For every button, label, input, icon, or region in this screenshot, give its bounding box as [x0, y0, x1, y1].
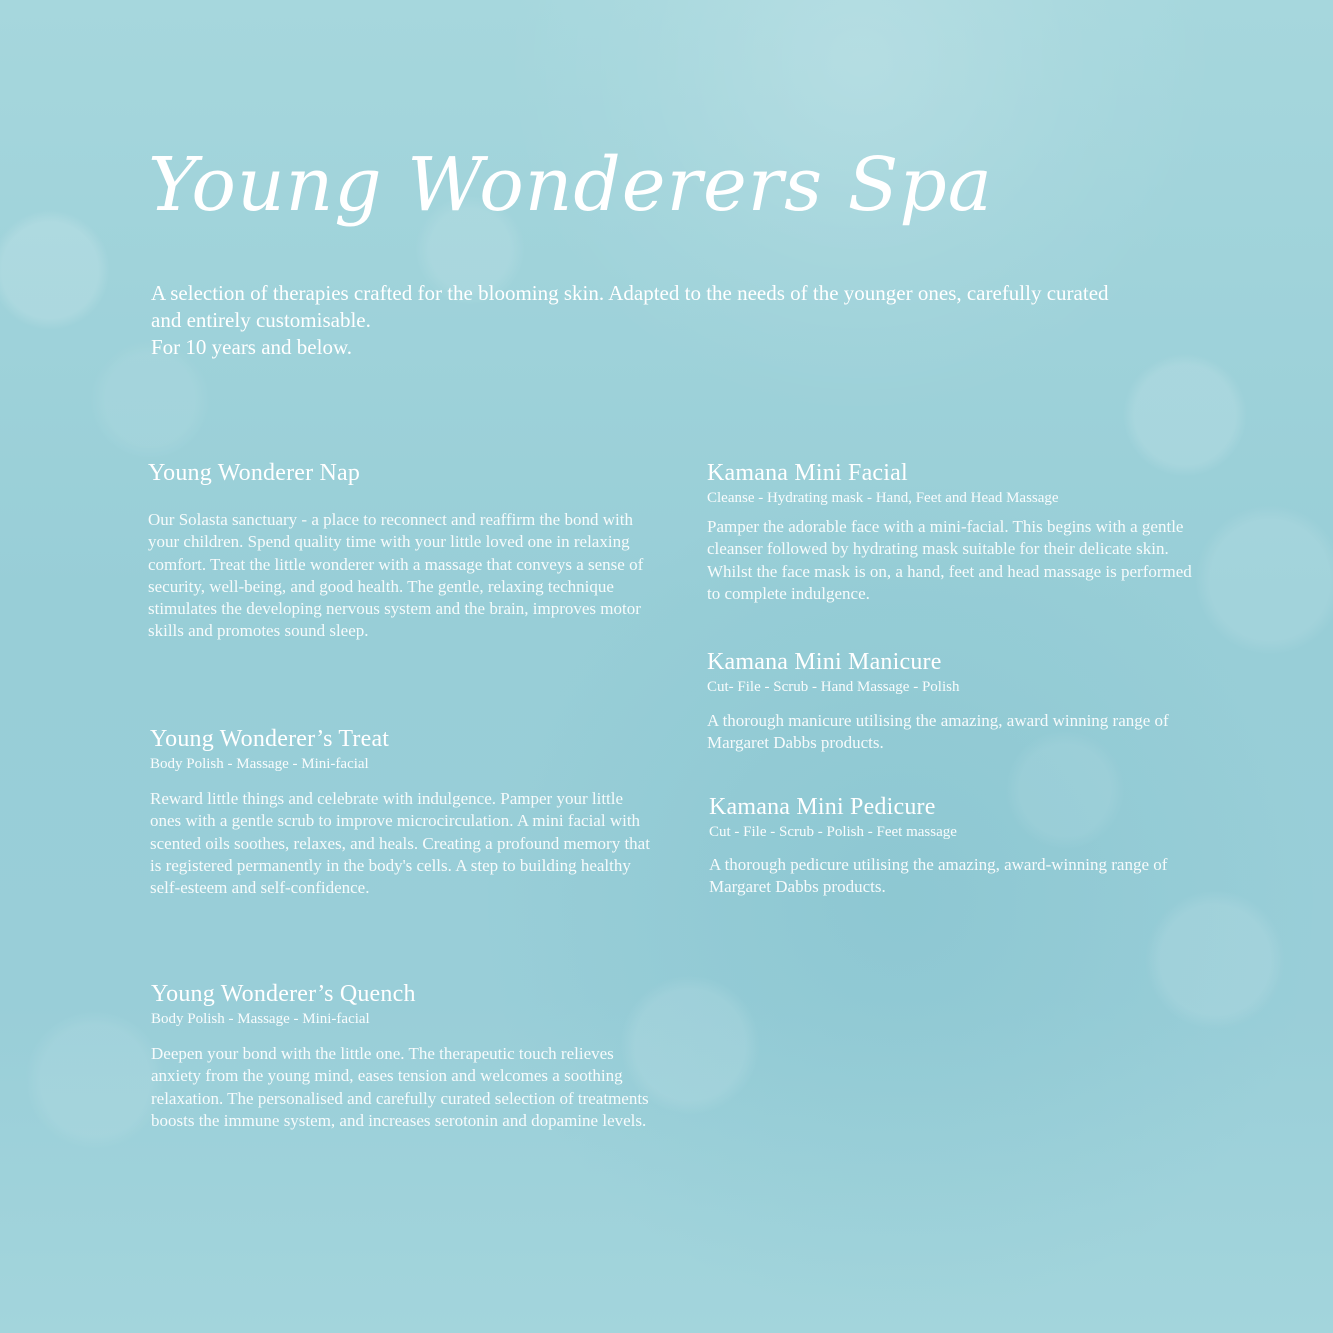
treatment-description: Our Solasta sanctuary - a place to reconnect and reaffirm the bond with your children. Spend quality time with your little loved one in relaxing comfort. Treat the little wonderer with a massage that conveys a sense of security, well-being, and good health. The gentle, relaxing technique stimulates the developing nervous system and the brain, improves motor skills and promotes sound sleep.: [148, 510, 644, 641]
treatment-description: A thorough pedicure utilising the amazing, award-winning range of Margaret Dabbs products.: [709, 855, 1168, 897]
treatment-steps: Body Polish - Massage - Mini-facial: [150, 756, 369, 772]
page-title: [142, 118, 993, 258]
treatment-steps: Cleanse - Hydrating mask - Hand, Feet and Head Massage: [707, 490, 1059, 506]
treatment-treat: [150, 725, 650, 899]
treatment-description: Pamper the adorable face with a mini-facial. This begins with a gentle cleanser followed by hydrating mask suitable for their delicate skin. Whilst the face mask is on, a hand, feet and head massage is performed to complete indulgence.: [707, 517, 1192, 603]
treatment-title: Young Wonderer Nap: [148, 460, 361, 486]
treatment-description: A thorough manicure utilising the amazing, award winning range of Margaret Dabbs products.: [707, 711, 1169, 753]
intro-age-note: For 10 years and below.: [151, 335, 353, 359]
treatment-title: Young Wonderer’s Quench: [151, 981, 416, 1007]
treatment-description: Deepen your bond with the little one. The therapeutic touch relieves anxiety from the young mind, eases tension and welcomes a soothing relaxation. The personalised and carefully curated selection of treatments boosts the immune system, and increases serotonin and dopamine levels.: [151, 1044, 649, 1130]
treatment-title: Young Wonderer’s Treat: [150, 726, 390, 752]
treatment-mini-pedicure: [709, 793, 1209, 899]
treatment-title: Kamana Mini Facial: [707, 460, 908, 486]
treatment-mini-facial: [707, 459, 1207, 605]
treatment-title: Kamana Mini Manicure: [707, 649, 942, 675]
treatment-title: Kamana Mini Pedicure: [709, 794, 936, 820]
treatment-steps: Cut - File - Scrub - Polish - Feet massage: [709, 824, 957, 840]
script-title-graphic: [142, 118, 993, 258]
page-title-text: Young Wonderers Spa: [148, 142, 993, 228]
treatment-steps: Cut- File - Scrub - Hand Massage - Polish: [707, 679, 960, 695]
intro-text: A selection of therapies crafted for the blooming skin. Adapted to the needs of the younger ones, carefully curated and entirely customisable.: [151, 281, 1109, 332]
intro-section: [151, 280, 1111, 361]
treatment-nap: [148, 459, 648, 643]
treatment-quench: [151, 980, 651, 1132]
treatment-steps: Body Polish - Massage - Mini-facial: [151, 1011, 370, 1027]
treatment-description: Reward little things and celebrate with indulgence. Pamper your little ones with a gentle scrub to improve microcirculation. A mini facial with scented oils soothes, relaxes, and heals. Creating a profound memory that is registered permanently in the body's cells. A step to building healthy self-esteem and self-confidence.: [150, 789, 650, 898]
treatment-mini-manicure: [707, 648, 1207, 755]
